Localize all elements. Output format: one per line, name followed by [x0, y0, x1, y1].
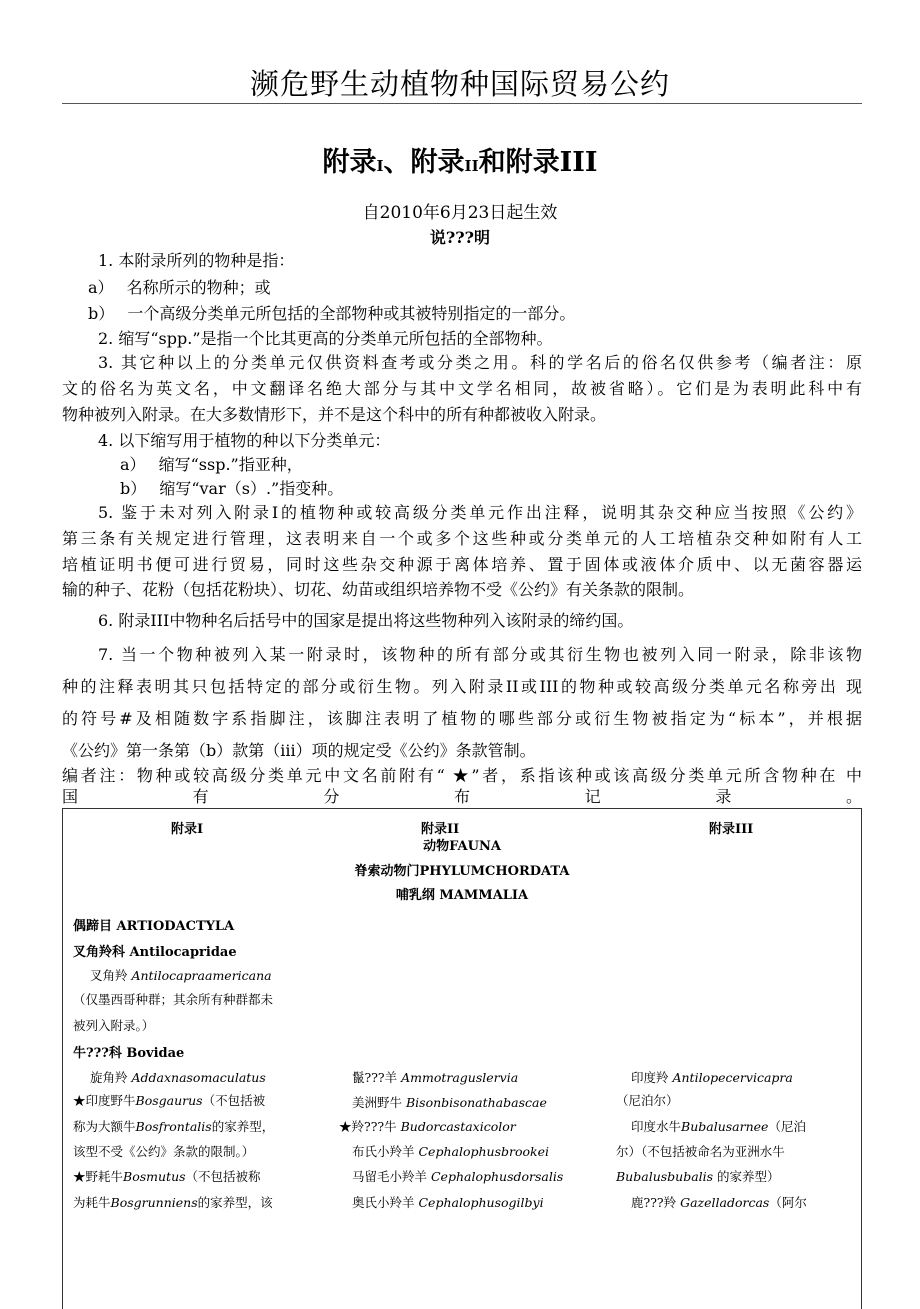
species-note: （尼泊 [768, 1119, 806, 1134]
paragraph: 6. 附录III中物种名后括号中的国家是提出将这些物种列入该附录的缔约国。 [98, 611, 634, 630]
species-entry [352, 1093, 547, 1111]
header-title: 濒危野生动植物种国际贸易公约 [249, 67, 670, 101]
species-latin: Bosmutus [123, 1169, 186, 1184]
species-latin: Ammotraguslervia [401, 1070, 519, 1085]
paragraph: 的符号#及相随数字系指脚注，该脚注表明了植物的哪些部分或衍生物被指定为“标本”，并根据 [62, 709, 862, 728]
species-note: （仅墨西哥种群；其余所有种群都未 [73, 992, 274, 1007]
paragraph: 第三条有关规定进行管理，这表明来自一个或多个这些种或分类单元的人工培植杂交种如附有人工 [62, 529, 862, 548]
species-entry [90, 966, 272, 984]
species-latin: Bosfrontalis [135, 1119, 212, 1134]
species-entry [339, 1117, 516, 1135]
paragraph: 3. 其它种以上的分类单元仅供资料查考或分类之用。科的学名后的俗名仅供参考（编者注：原 [98, 353, 862, 372]
species-cn: 印度水牛 [631, 1119, 682, 1134]
phylum-heading: 脊索动物门PHYLUMCHORDATA [354, 864, 570, 879]
appendix-table [62, 808, 862, 1309]
family-heading: 牛???科 Bovidae [73, 1046, 185, 1061]
editor-note: 编者注：物种或较高级分类单元中文名前附有“ ★”者，系指该种或该高级分类单元所含物种在 中 [62, 766, 862, 785]
species-latin: Cephalophusogilbyi [418, 1195, 544, 1210]
species-latin: Bubalusarnee [681, 1119, 769, 1134]
species-latin: Cephalophusdorsalis [430, 1169, 564, 1184]
order-heading: 偶蹄目 ARTIODACTYLA [73, 919, 235, 934]
paragraph: 培植证明书便可进行贸易，同时这些杂交种源于离体培养、置于固体或液体介质中、以无菌容器运 [62, 555, 862, 574]
column-header-appendix-3: 附录III [709, 822, 754, 837]
species-note: 该型不受《公约》条款的限制。） [73, 1144, 255, 1159]
fauna-heading: 动物FAUNA [423, 839, 501, 854]
species-entry [631, 1117, 806, 1135]
species-cn: 印度羚 [631, 1070, 673, 1085]
species-entry [616, 1167, 780, 1185]
species-note: （不包括被 [202, 1093, 266, 1108]
species-cn: 布氏小羚羊 [352, 1144, 419, 1159]
note-text: 的家养型，该 [197, 1195, 273, 1210]
species-note: 尔）（不包括被命名为亚洲水牛 [616, 1144, 785, 1159]
species-latin: Bosgrunniens [110, 1195, 198, 1210]
family-heading: 叉角羚科 Antilocapridae [73, 945, 237, 960]
species-latin: Bosgaurus [135, 1093, 203, 1108]
species-cn: 马留毛小羚羊 [352, 1169, 431, 1184]
title-part: I [376, 157, 384, 175]
class-heading: 哺乳纲 MAMMALIA [395, 888, 529, 903]
column-header-appendix-2: 附录II [421, 822, 460, 837]
paragraph: 物种被列入附录。在大多数情形下，并不是这个科中的所有种都被收入附录。 [62, 405, 607, 424]
species-entry [352, 1193, 544, 1211]
title-part: 、附录 [383, 147, 465, 178]
paragraph: b） 一个高级分类单元所包括的全部物种或其被特别指定的一部分。 [88, 304, 576, 323]
species-latin: Bubalusbubalis [616, 1169, 714, 1184]
species-cn: 奥氏小羚羊 [352, 1195, 419, 1210]
species-latin: Gazelladorcas [680, 1195, 770, 1210]
note-text: 称为大额牛 [73, 1119, 136, 1134]
species-entry [631, 1193, 807, 1211]
title-part: 和附录 [478, 147, 560, 178]
species-entry [352, 1167, 563, 1185]
document-title [0, 140, 920, 179]
species-latin: Antilocapraamericana [131, 968, 272, 983]
paragraph: 种的注释表明其只包括特定的部分或衍生物。列入附录II或III的物种或较高级分类单元名称旁出 现 [62, 677, 862, 696]
note-text: 的家养型， [211, 1119, 275, 1134]
species-entry [73, 1091, 265, 1109]
species-entry [90, 1068, 266, 1086]
title-part: II [464, 157, 479, 175]
paragraph: a） 缩写“ssp.”指亚种， [120, 455, 303, 474]
species-latin: Budorcastaxicolor [400, 1119, 516, 1134]
species-note [73, 1117, 274, 1135]
species-latin: Addaxnasomaculatus [131, 1070, 266, 1085]
species-cn: ★印度野牛 [73, 1093, 136, 1108]
species-latin: Antilopecervicapra [672, 1070, 793, 1085]
species-note [73, 1193, 273, 1211]
species-cn: 美洲野牛 [352, 1095, 406, 1110]
species-note: （阿尔 [769, 1195, 807, 1210]
species-note: （尼泊尔） [616, 1093, 679, 1108]
effective-date: 自2010年6月23日起生效 [362, 203, 558, 223]
title-part: 附录 [322, 147, 377, 178]
title-part: III [559, 147, 598, 178]
species-note: 被列入附录。） [73, 1018, 155, 1033]
species-cn: 鬣???羊 [352, 1070, 402, 1085]
species-latin: Cephalophusbrookei [418, 1144, 549, 1159]
species-cn: 鹿???羚 [631, 1195, 681, 1210]
note-text: 为耗牛 [73, 1195, 111, 1210]
species-cn: ★野耗牛 [73, 1169, 124, 1184]
paragraph: a） 名称所示的物种；或 [88, 278, 271, 297]
species-cn: 旋角羚 [90, 1070, 132, 1085]
species-entry [352, 1068, 518, 1086]
paragraph: 文的俗名为英文名，中文翻译名绝大部分与其中文学名相同，故被省略）。它们是为表明此科中有 [62, 379, 862, 398]
paragraph: 5. 鉴于未对列入附录I的植物种或较高级分类单元作出注释，说明其杂交种应当按照《公约》 [98, 503, 862, 522]
species-cn: 叉角羚 [90, 968, 132, 983]
column-header-appendix-1: 附录I [171, 822, 204, 837]
explain-heading: 说???明 [429, 228, 491, 247]
header-rule [62, 103, 862, 104]
species-latin: Bisonbisonathabascae [405, 1095, 547, 1110]
paragraph: 输的种子、花粉（包括花粉块）、切花、幼苗或组织培养物不受《公约》有关条款的限制。 [62, 580, 695, 599]
paragraph: 1. 本附录所列的物种是指： [98, 251, 295, 270]
paragraph: b） 缩写“var（s）.”指变种。 [120, 479, 344, 498]
editor-note: 国 有 分 布 记 录 。 [62, 787, 862, 806]
species-note: （不包括被称 [185, 1169, 261, 1184]
species-entry [352, 1142, 549, 1160]
species-entry [73, 1167, 261, 1185]
species-entry [631, 1068, 793, 1086]
species-note: 的家养型） [713, 1169, 780, 1184]
paragraph: 7. 当一个物种被列入某一附录时，该物种的所有部分或其衍生物也被列入同一附录，除非该物 [98, 645, 862, 664]
paragraph: 《公约》第一条第（b）款第（iii）项的规定受《公约》条款管制。 [62, 741, 536, 760]
species-cn: ★羚???牛 [339, 1119, 401, 1134]
paragraph: 2. 缩写“spp.”是指一个比其更高的分类单元所包括的全部物种。 [98, 329, 553, 348]
paragraph: 4. 以下缩写用于植物的种以下分类单元： [98, 431, 391, 450]
